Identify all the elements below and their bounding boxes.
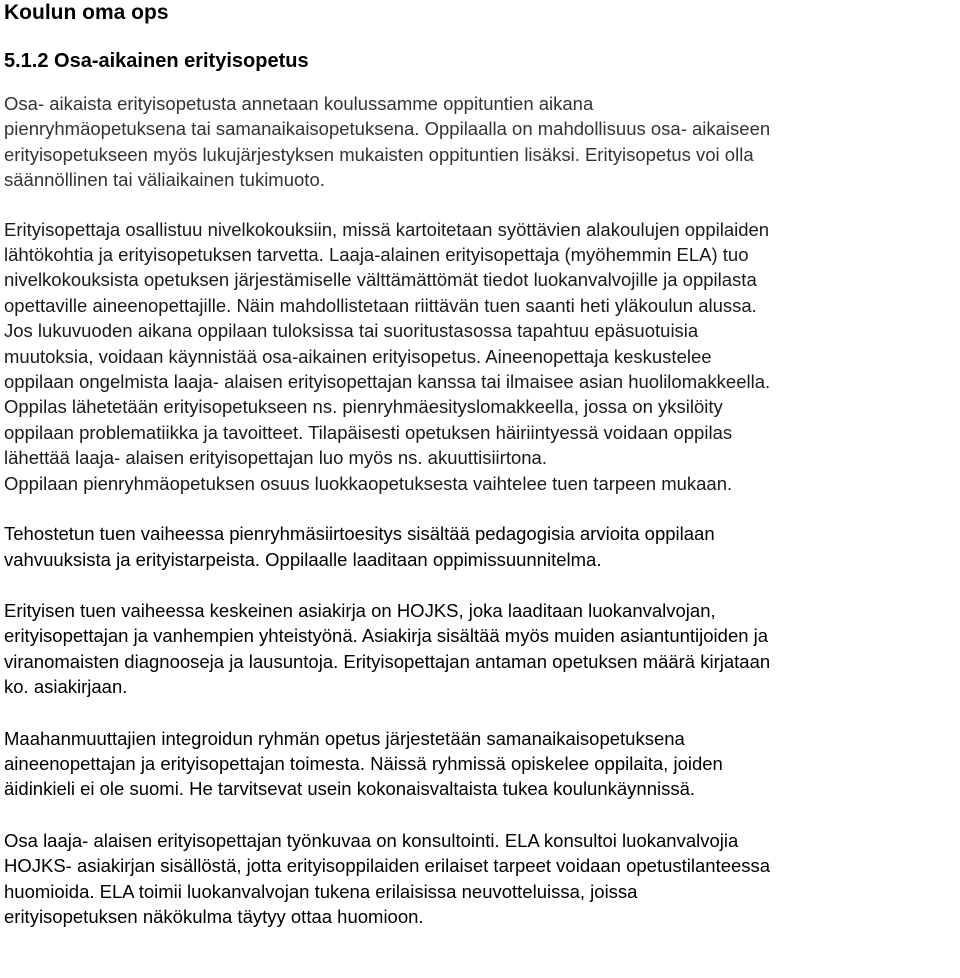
text-line: säännöllinen tai väliaikainen tukimuoto. — [4, 169, 325, 191]
text-line: erityisopettajan ja vanhempien yhteistyönä. Asiakirja sisältää myös muiden asiantuntijoiden ja — [4, 625, 769, 647]
text-line: Oppilaan pienryhmäopetuksen osuus luokkaopetuksesta vaihtelee tuen tarpeen mukaan. — [4, 472, 733, 494]
text-line: pienryhmäopetuksena tai samanaikaisopetuksena. Oppilaalla on mahdollisuus osa- aikaiseen — [4, 118, 771, 140]
paragraph-intensified-support — [4, 521, 958, 572]
document-page — [4, 0, 958, 929]
text-line: nivelkokouksista opetuksen järjestämiselle välttämättömät tiedot luokanvalvojille ja oppilasta — [4, 269, 757, 291]
text-line: Erityisen tuen vaiheessa keskeinen asiakirja on HOJKS, joka laaditaan luokanvalvojan, — [4, 599, 716, 621]
paragraph-immigrant-group — [4, 726, 958, 802]
text-line: oppilaan problematiikka ja tavoitteet. Tilapäisesti opetuksen häiriintyessä voidaan oppilas — [4, 421, 733, 443]
text-line: äidinkieli ei ole suomi. He tarvitsevat usein kokonaisvaltaista tukea koulunkäynnissä. — [4, 778, 696, 800]
text-line: Erityisopettaja osallistuu nivelkokouksiin, missä kartoitetaan syöttävien alakoulujen oppilaiden — [4, 218, 770, 240]
section-heading: 5.1.2 Osa-aikainen erityisopetus — [4, 50, 309, 72]
text-line: vahvuuksista ja erityistarpeista. Oppilaalle laaditaan oppimissuunnitelma. — [4, 548, 602, 570]
text-line: Tehostetun tuen vaiheessa pienryhmäsiirtoesitys sisältää pedagogisia arvioita oppilaan — [4, 523, 715, 545]
text-line: opettaville aineenopettajille. Näin mahdollistetaan riittävän tuen saanti heti yläkoulun alussa. — [4, 294, 757, 316]
text-line: HOJKS- asiakirjan sisällöstä, jotta erityisoppilaiden erilaiset tarpeet voidaan opetustilanteessa — [4, 855, 771, 877]
text-line: Osa laaja- alaisen erityisopettajan työnkuvaa on konsultointi. ELA konsultoi luokanvalvojia — [4, 829, 739, 851]
text-line: Osa- aikaista erityisopetusta annetaan koulussamme oppituntien aikana — [4, 93, 594, 114]
text-line: lähtökohtia ja erityisopetuksen tarvetta. Laaja-alainen erityisopettaja (myöhemmin ELA) tuo — [4, 244, 749, 266]
paragraph-special-support — [4, 598, 958, 700]
paragraph-consultation — [4, 828, 958, 930]
text-line: Jos lukuvuoden aikana oppilaan tuloksissa tai suoritustasossa tapahtuu epäsuotuisia — [4, 320, 699, 342]
text-line: huomioida. ELA toimii luokanvalvojan tukena erilaisissa neuvotteluissa, joissa — [4, 880, 638, 902]
text-line: oppilaan ongelmista laaja- alaisen erityisopettajan kanssa tai ilmaisee asian huolilomakkeella. — [4, 371, 771, 393]
text-line: muutoksia, voidaan käynnistää osa-aikainen erityisopetus. Aineenopettaja keskustelee — [4, 345, 712, 367]
document-title: Koulun oma ops — [4, 1, 169, 24]
text-line: erityisopetuksen näkökulma täytyy ottaa huomioon. — [4, 905, 424, 927]
paragraph-part-time-special-education — [4, 91, 958, 193]
text-line: aineenopettajan ja erityisopettajan toimesta. Näissä ryhmissä opiskelee oppilaita, joiden — [4, 752, 723, 774]
text-line: Maahanmuuttajien integroidun ryhmän opetus järjestetään samanaikaisopetuksena — [4, 727, 685, 749]
text-line: viranomaisten diagnooseja ja lausuntoja. Erityisopettajan antaman opetuksen määrä kirjataan — [4, 650, 771, 672]
paragraph-transition-meetings — [4, 217, 958, 496]
text-line: ko. asiakirjaan. — [4, 676, 128, 698]
text-line: lähettää laaja- alaisen erityisopettajan luo myös ns. akuuttisiirtona. — [4, 447, 547, 469]
text-line: Oppilas lähetetään erityisopetukseen ns. pienryhmäesityslomakkeella, jossa on yksilöity — [4, 396, 723, 418]
text-line: erityisopetukseen myös lukujärjestyksen mukaisten oppituntien lisäksi. Erityisopetus voi olla — [4, 143, 754, 165]
